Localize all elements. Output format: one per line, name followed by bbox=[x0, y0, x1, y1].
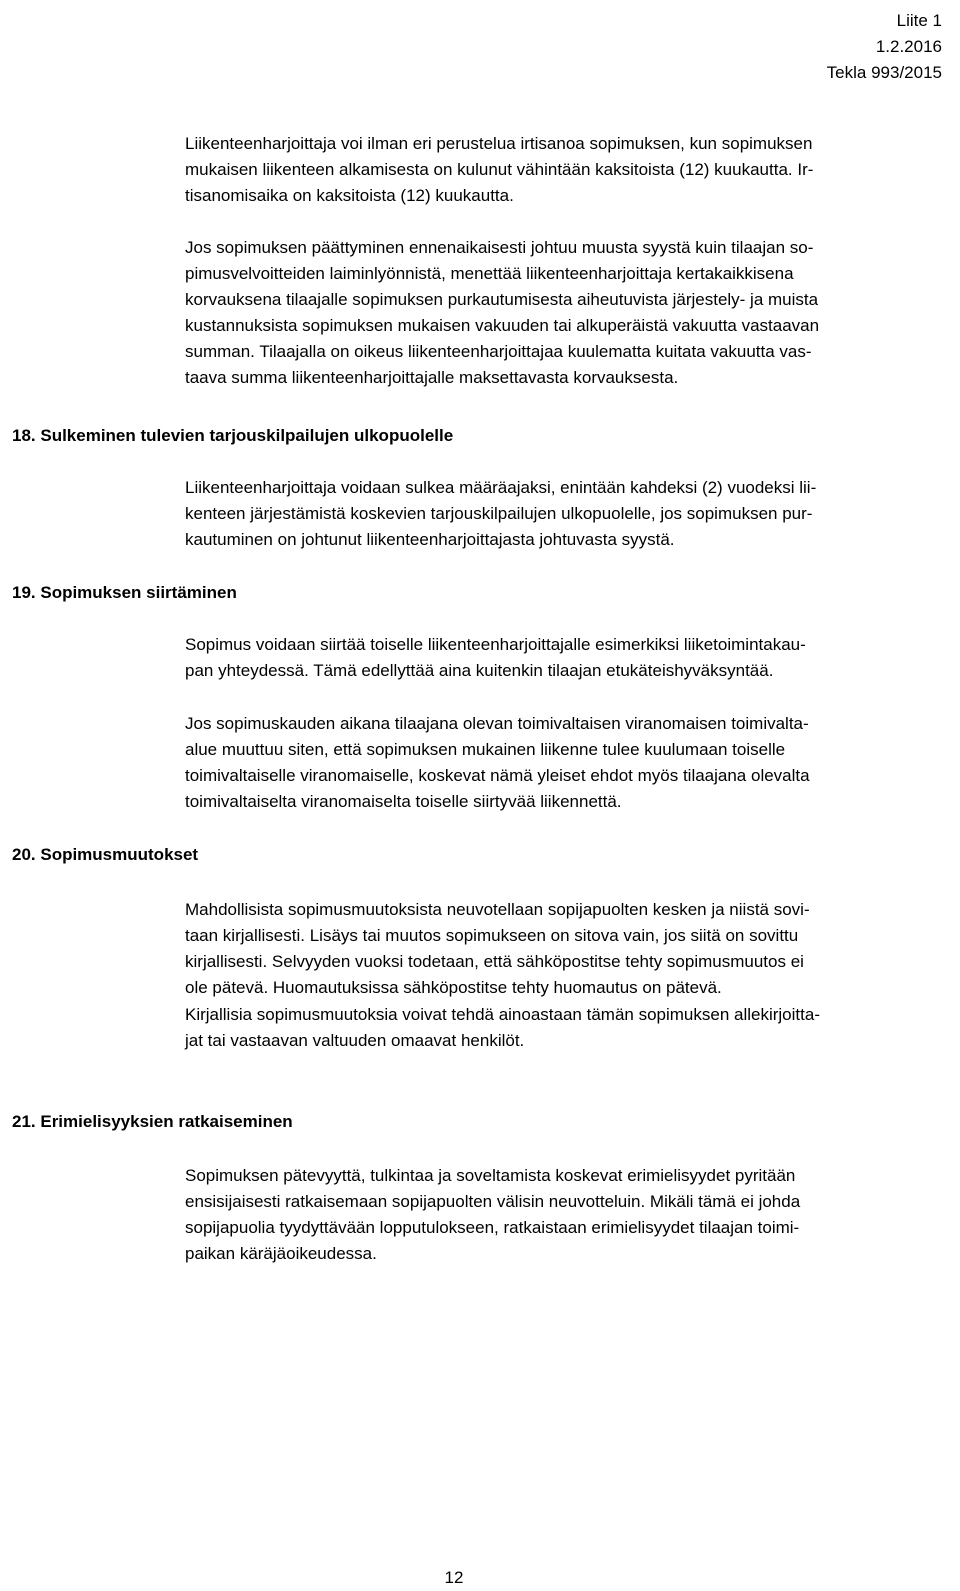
paragraph-signatories bbox=[185, 1002, 945, 1054]
text-line: Liikenteenharjoittaja voidaan sulkea määräajaksi, enintään kahdeksi (2) vuodeksi lii- bbox=[185, 478, 817, 497]
section-heading-21: 21. Erimielisyyksien ratkaiseminen bbox=[12, 1112, 293, 1131]
text-line: toimivaltaiselle viranomaiselle, koskevat nämä yleiset ehdot myös tilaajana olevalta bbox=[185, 766, 810, 785]
text-line: ole pätevä. Huomautuksissa sähköpostitse tehty huomautus on pätevä. bbox=[185, 978, 722, 997]
text-line: Sopimuksen pätevyyttä, tulkintaa ja soveltamista koskevat erimielisyydet pyritään bbox=[185, 1166, 796, 1185]
text-line: Sopimus voidaan siirtää toiselle liikenteenharjoittajalle esimerkiksi liiketoimintakau- bbox=[185, 635, 806, 654]
section-heading-20: 20. Sopimusmuutokset bbox=[12, 845, 199, 864]
text-line: Jos sopimuksen päättyminen ennenaikaisesti johtuu muusta syystä kuin tilaajan so- bbox=[185, 238, 814, 257]
text-line: toimivaltaiselta viranomaiselta toiselle siirtyvää liikennettä. bbox=[185, 792, 622, 811]
section-heading-18: 18. Sulkeminen tulevien tarjouskilpailujen ulkopuolelle bbox=[12, 426, 454, 445]
text-line: paikan käräjäoikeudessa. bbox=[185, 1244, 377, 1263]
text-line: kustannuksista sopimuksen mukaisen vakuuden tai alkuperäistä vakuutta vastaavan bbox=[185, 316, 820, 335]
paragraph-early-termination-compensation bbox=[185, 235, 945, 391]
paragraph-transfer bbox=[185, 632, 945, 684]
text-line: pimusvelvoitteiden laiminlyönnistä, menettää liikenteenharjoittaja kertakaikkisena bbox=[185, 264, 794, 283]
text-line: summan. Tilaajalla on oikeus liikenteenharjoittajaa kuulematta kuitata vakuutta vas- bbox=[185, 342, 812, 361]
text-line: Kirjallisia sopimusmuutoksia voivat tehdä ainoastaan tämän sopimuksen allekirjoitta- bbox=[185, 1005, 820, 1024]
text-line: Mahdollisista sopimusmuutoksista neuvotellaan sopijapuolten kesken ja niistä sovi- bbox=[185, 900, 810, 919]
text-line: Jos sopimuskauden aikana tilaajana olevan toimivaltaisen viranomaisen toimivalta- bbox=[185, 714, 809, 733]
text-line: Liikenteenharjoittaja voi ilman eri perustelua irtisanoa sopimuksen, kun sopimuksen bbox=[185, 134, 813, 153]
text-line: kautuminen on johtunut liikenteenharjoittajasta johtuvasta syystä. bbox=[185, 530, 675, 549]
page-number: 12 bbox=[444, 1568, 464, 1587]
reference-number: Tekla 993/2015 bbox=[826, 63, 942, 82]
text-line: mukaisen liikenteen alkamisesta on kulunut vähintään kaksitoista (12) kuukautta. Ir- bbox=[185, 160, 814, 179]
text-line: tisanomisaika on kaksitoista (12) kuukautta. bbox=[185, 186, 514, 205]
text-line: sopijapuolia tyydyttävään lopputulokseen, ratkaistaan erimielisyydet tilaajan toimi- bbox=[185, 1218, 800, 1237]
paragraph-termination-notice bbox=[185, 131, 945, 209]
document-header bbox=[827, 8, 942, 86]
text-line: taava summa liikenteenharjoittajalle maksettavasta korvauksesta. bbox=[185, 368, 679, 387]
paragraph-exclusion bbox=[185, 475, 945, 553]
appendix-label: Liite 1 bbox=[896, 11, 942, 30]
section-heading-19: 19. Sopimuksen siirtäminen bbox=[12, 583, 237, 602]
paragraph-contract-amendments bbox=[185, 897, 945, 1001]
document-date: 1.2.2016 bbox=[875, 37, 942, 56]
text-line: jat tai vastaavan valtuuden omaavat henkilöt. bbox=[185, 1031, 525, 1050]
text-line: taan kirjallisesti. Lisäys tai muutos sopimukseen on sitova vain, jos siitä on sovittu bbox=[185, 926, 799, 945]
text-line: pan yhteydessä. Tämä edellyttää aina kuitenkin tilaajan etukäteishyväksyntää. bbox=[185, 661, 774, 680]
text-line: alue muuttuu siten, että sopimuksen mukainen liikenne tulee kuulumaan toiselle bbox=[185, 740, 786, 759]
text-line: kenteen järjestämistä koskevien tarjouskilpailujen ulkopuolelle, jos sopimuksen pur- bbox=[185, 504, 813, 523]
text-line: ensisijaisesti ratkaisemaan sopijapuolten välisin neuvotteluin. Mikäli tämä ei johda bbox=[185, 1192, 801, 1211]
paragraph-authority-change bbox=[185, 711, 945, 815]
text-line: kirjallisesti. Selvyyden vuoksi todetaan, että sähköpostitse tehty sopimusmuutos ei bbox=[185, 952, 804, 971]
text-line: korvauksena tilaajalle sopimuksen purkautumisesta aiheutuvista järjestely- ja muista bbox=[185, 290, 819, 309]
paragraph-dispute-resolution bbox=[185, 1163, 945, 1267]
